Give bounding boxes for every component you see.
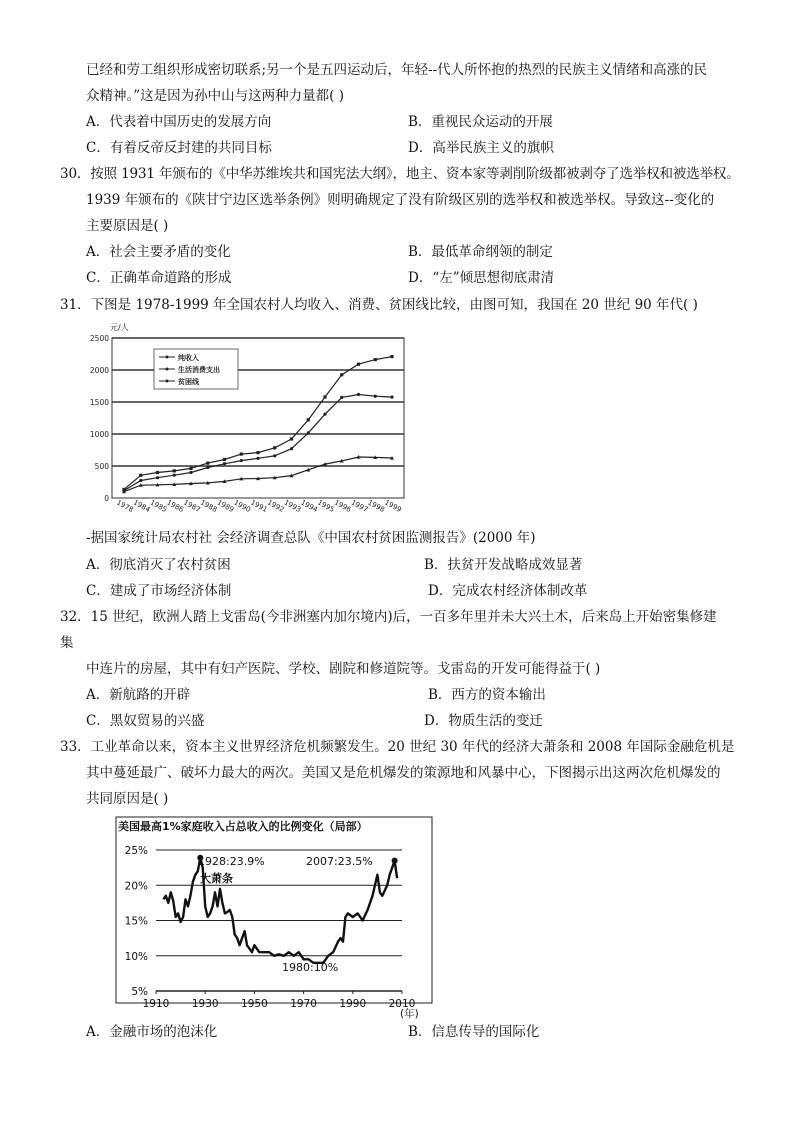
- chart1-x-tick: 1997: [349, 498, 370, 514]
- chart1-y-tick: 1000: [89, 430, 109, 439]
- q31-source-note: -据国家统计局农村社 会经济调查总队《中国农村贫困监测报告》(2000 年): [86, 530, 536, 546]
- chart1-point: [256, 451, 259, 454]
- q32-option-d[interactable]: D．物质生活的变迁: [424, 713, 543, 729]
- chart1-x-tick: 1993: [282, 498, 303, 514]
- chart1-y-tick: 2000: [89, 366, 109, 375]
- chart2-y-tick: 5%: [131, 986, 148, 998]
- chart1-legend-marker: [166, 368, 169, 371]
- chart1-x-tick: 1978: [115, 498, 135, 514]
- chart2-title: 美国最高1%家庭收入占总收入的比例变化（局部）: [118, 820, 368, 833]
- chart2-annotation-1928: 1928:23.9%: [198, 855, 265, 868]
- q30-text-line1: 30．按照 1931 年颁布的《中华苏维埃共和国宪法大纲》，地主、资本家等剥削阶级都被剥夺了选举权和被选举权。: [60, 166, 740, 182]
- chart1-y-axis-label: 元/人: [110, 323, 129, 332]
- q31-option-a[interactable]: A．彻底消灭了农村贫困: [86, 557, 231, 573]
- chart1-point: [374, 358, 377, 361]
- chart1-point: [307, 431, 310, 434]
- chart2-y-tick: 10%: [124, 950, 148, 963]
- chart1-point: [156, 476, 159, 479]
- q31-option-d[interactable]: D．完成农村经济体制改革: [428, 583, 588, 599]
- q29-text-line1: 已经和劳工组织形成密切联系;另一个是五四运动后，年轻--代人所怀抱的热烈的民族主义情绪和高涨的民: [86, 62, 708, 78]
- q33-text-line3: 共同原因是( ): [86, 791, 169, 807]
- chart1-x-tick: 1988: [198, 498, 219, 514]
- q30-option-b[interactable]: B．最低革命纲领的制定: [408, 244, 553, 260]
- chart1-legend-label: 纯收入: [178, 354, 199, 362]
- chart2-x-tick: 1950: [241, 998, 268, 1010]
- q30-option-d[interactable]: D．“左”倾思想彻底肃清: [408, 270, 555, 286]
- chart1-point: [323, 413, 326, 416]
- chart1-point: [173, 474, 176, 477]
- chart1-point: [390, 395, 393, 398]
- q32-option-c[interactable]: C．黑奴贸易的兴盛: [86, 713, 205, 729]
- q31-option-b[interactable]: B．扶贫开发战略成效显著: [424, 557, 583, 573]
- q29-option-c[interactable]: C．有着反帝反封建的共同目标: [86, 140, 272, 156]
- q33-text-line2: 其中蔓延最广、破坏力最大的两次。美国又是危机爆发的策源地和风暴中心，下图揭示出这两次危机爆发的: [86, 765, 721, 781]
- chart1-x-tick: 1999: [383, 498, 403, 514]
- q32-option-a[interactable]: A．新航路的开辟: [86, 687, 191, 703]
- q31-text-line1: 31．下图是 1978-1999 年全国农村人均收入、消费、贫困线比较，由图可知，我国在 20 世纪 90 年代( ): [60, 297, 698, 313]
- chart1-y-tick: 1500: [89, 398, 109, 407]
- chart1-point: [374, 395, 377, 398]
- q32-text-line2: 集: [60, 635, 74, 651]
- chart2-x-tick: 1910: [142, 998, 170, 1010]
- q31-option-c[interactable]: C．建成了市场经济体制: [86, 583, 232, 599]
- chart1-point: [340, 373, 343, 376]
- chart1-point: [240, 459, 243, 462]
- chart2-y-tick: 20%: [124, 880, 148, 893]
- chart1-series-line-1: [124, 395, 392, 491]
- chart1-point: [323, 395, 326, 398]
- chart1-x-tick: 1989: [215, 498, 236, 514]
- chart1-x-tick: 1992: [265, 498, 286, 514]
- q33-option-b[interactable]: B．信息传导的国际化: [408, 1024, 540, 1040]
- chart1-point: [223, 458, 226, 461]
- chart1-point: [206, 466, 209, 469]
- q30-option-c[interactable]: C．正确革命道路的形成: [86, 270, 232, 286]
- q30-option-a[interactable]: A．社会主要矛盾的变化: [86, 244, 231, 260]
- chart2-y-tick: 15%: [124, 915, 148, 928]
- chart1-x-tick: 1990: [232, 498, 252, 514]
- chart1-x-tick: 1986: [165, 498, 185, 514]
- q30-text-line2: 1939 年颁布的《陕甘宁边区选举条例》则明确规定了没有阶级区别的选举权和被选举权。导致这--变化的: [86, 192, 715, 208]
- chart1-x-tick: 1985: [148, 498, 169, 514]
- chart1-point: [256, 457, 259, 460]
- chart2-annotation-2007: 2007:23.5%: [306, 855, 373, 868]
- us-top1-income-chart: [110, 813, 436, 1021]
- chart1-x-tick: 1996: [332, 498, 353, 514]
- q33-option-a[interactable]: A．金融市场的泡沫化: [86, 1024, 218, 1040]
- chart1-x-tick: 1995: [316, 498, 336, 514]
- q29-text-line2: 众精神。”这是因为孙中山与这两种力量都( ): [86, 88, 344, 104]
- chart1-y-tick: 2500: [89, 334, 109, 343]
- chart1-point: [290, 447, 293, 450]
- q32-text-line1: 32．15 世纪，欧洲人踏上戈雷岛(今非洲塞内加尔境内)后，一百多年里并未大兴土木，后来岛上开始密集修建: [60, 609, 717, 625]
- q29-option-b[interactable]: B．重视民众运动的开展: [408, 114, 553, 130]
- chart1-point: [390, 355, 393, 358]
- chart1-legend-label: 生活消费支出: [178, 366, 220, 374]
- chart1-x-tick: 1991: [249, 498, 269, 514]
- chart2-x-axis-label: (年): [400, 1008, 419, 1020]
- chart1-point: [139, 474, 142, 477]
- chart1-legend: [154, 349, 238, 389]
- chart1-y-tick: 0: [104, 494, 109, 503]
- chart1-x-tick-labels: [115, 499, 402, 515]
- chart1-point: [189, 467, 192, 470]
- rural-income-chart: [88, 318, 418, 530]
- chart1-x-tick: 1994: [299, 498, 319, 514]
- chart2-y-tick: 25%: [124, 845, 148, 857]
- chart1-point: [340, 396, 343, 399]
- chart1-series-line-2: [124, 457, 392, 492]
- chart2-x-tick: 1990: [339, 998, 367, 1010]
- chart1-point: [156, 471, 159, 474]
- chart1-x-tick: 1998: [366, 498, 386, 514]
- chart2-annotation-depression: 大萧条: [200, 872, 233, 885]
- chart1-x-tick: 1987: [182, 498, 202, 514]
- chart1-point: [273, 446, 276, 449]
- chart1-point: [357, 393, 360, 396]
- chart1-point: [273, 454, 276, 457]
- chart1-point: [357, 363, 360, 366]
- chart2-annotation-1980: 1980:10%: [282, 961, 339, 974]
- chart1-legend-marker: [166, 356, 169, 359]
- q30-text-line3: 主要原因是( ): [86, 218, 169, 234]
- chart1-y-tick-labels: [90, 334, 109, 503]
- chart1-point: [139, 479, 142, 482]
- chart1-point: [206, 462, 209, 465]
- chart1-x-tick: 1984: [131, 498, 152, 514]
- chart1-point: [173, 469, 176, 472]
- chart1-point: [240, 452, 243, 455]
- chart1-legend-label: 贫困线: [178, 378, 199, 386]
- chart1-point: [223, 462, 226, 465]
- q33-text-line1: 33．工业革命以来，资本主义世界经济危机频繁发生。20 世纪 30 年代的经济大萧条和 2008 年国际金融危机是: [60, 739, 735, 755]
- chart1-legend-marker: [166, 380, 169, 383]
- q29-option-d[interactable]: D．高举民族主义的旗帜: [408, 140, 554, 156]
- q32-option-b[interactable]: B．西方的资本输出: [428, 687, 546, 703]
- chart2-peak-point: [392, 858, 398, 864]
- chart2-x-tick: 1970: [290, 998, 317, 1010]
- chart1-point: [189, 471, 192, 474]
- q32-text-line3: 中连片的房屋，其中有妇产医院、学校、剧院和修道院等。戈雷岛的开发可能得益于( ): [86, 661, 601, 677]
- chart2-frame: [116, 817, 432, 1003]
- chart2-x-tick: 2010: [388, 998, 416, 1010]
- chart2-x-tick: 1930: [191, 998, 219, 1010]
- chart1-point: [307, 418, 310, 421]
- q29-option-a[interactable]: A．代表着中国历史的发展方向: [86, 114, 272, 130]
- chart1-y-tick: 500: [94, 462, 109, 471]
- chart1-point: [290, 437, 293, 440]
